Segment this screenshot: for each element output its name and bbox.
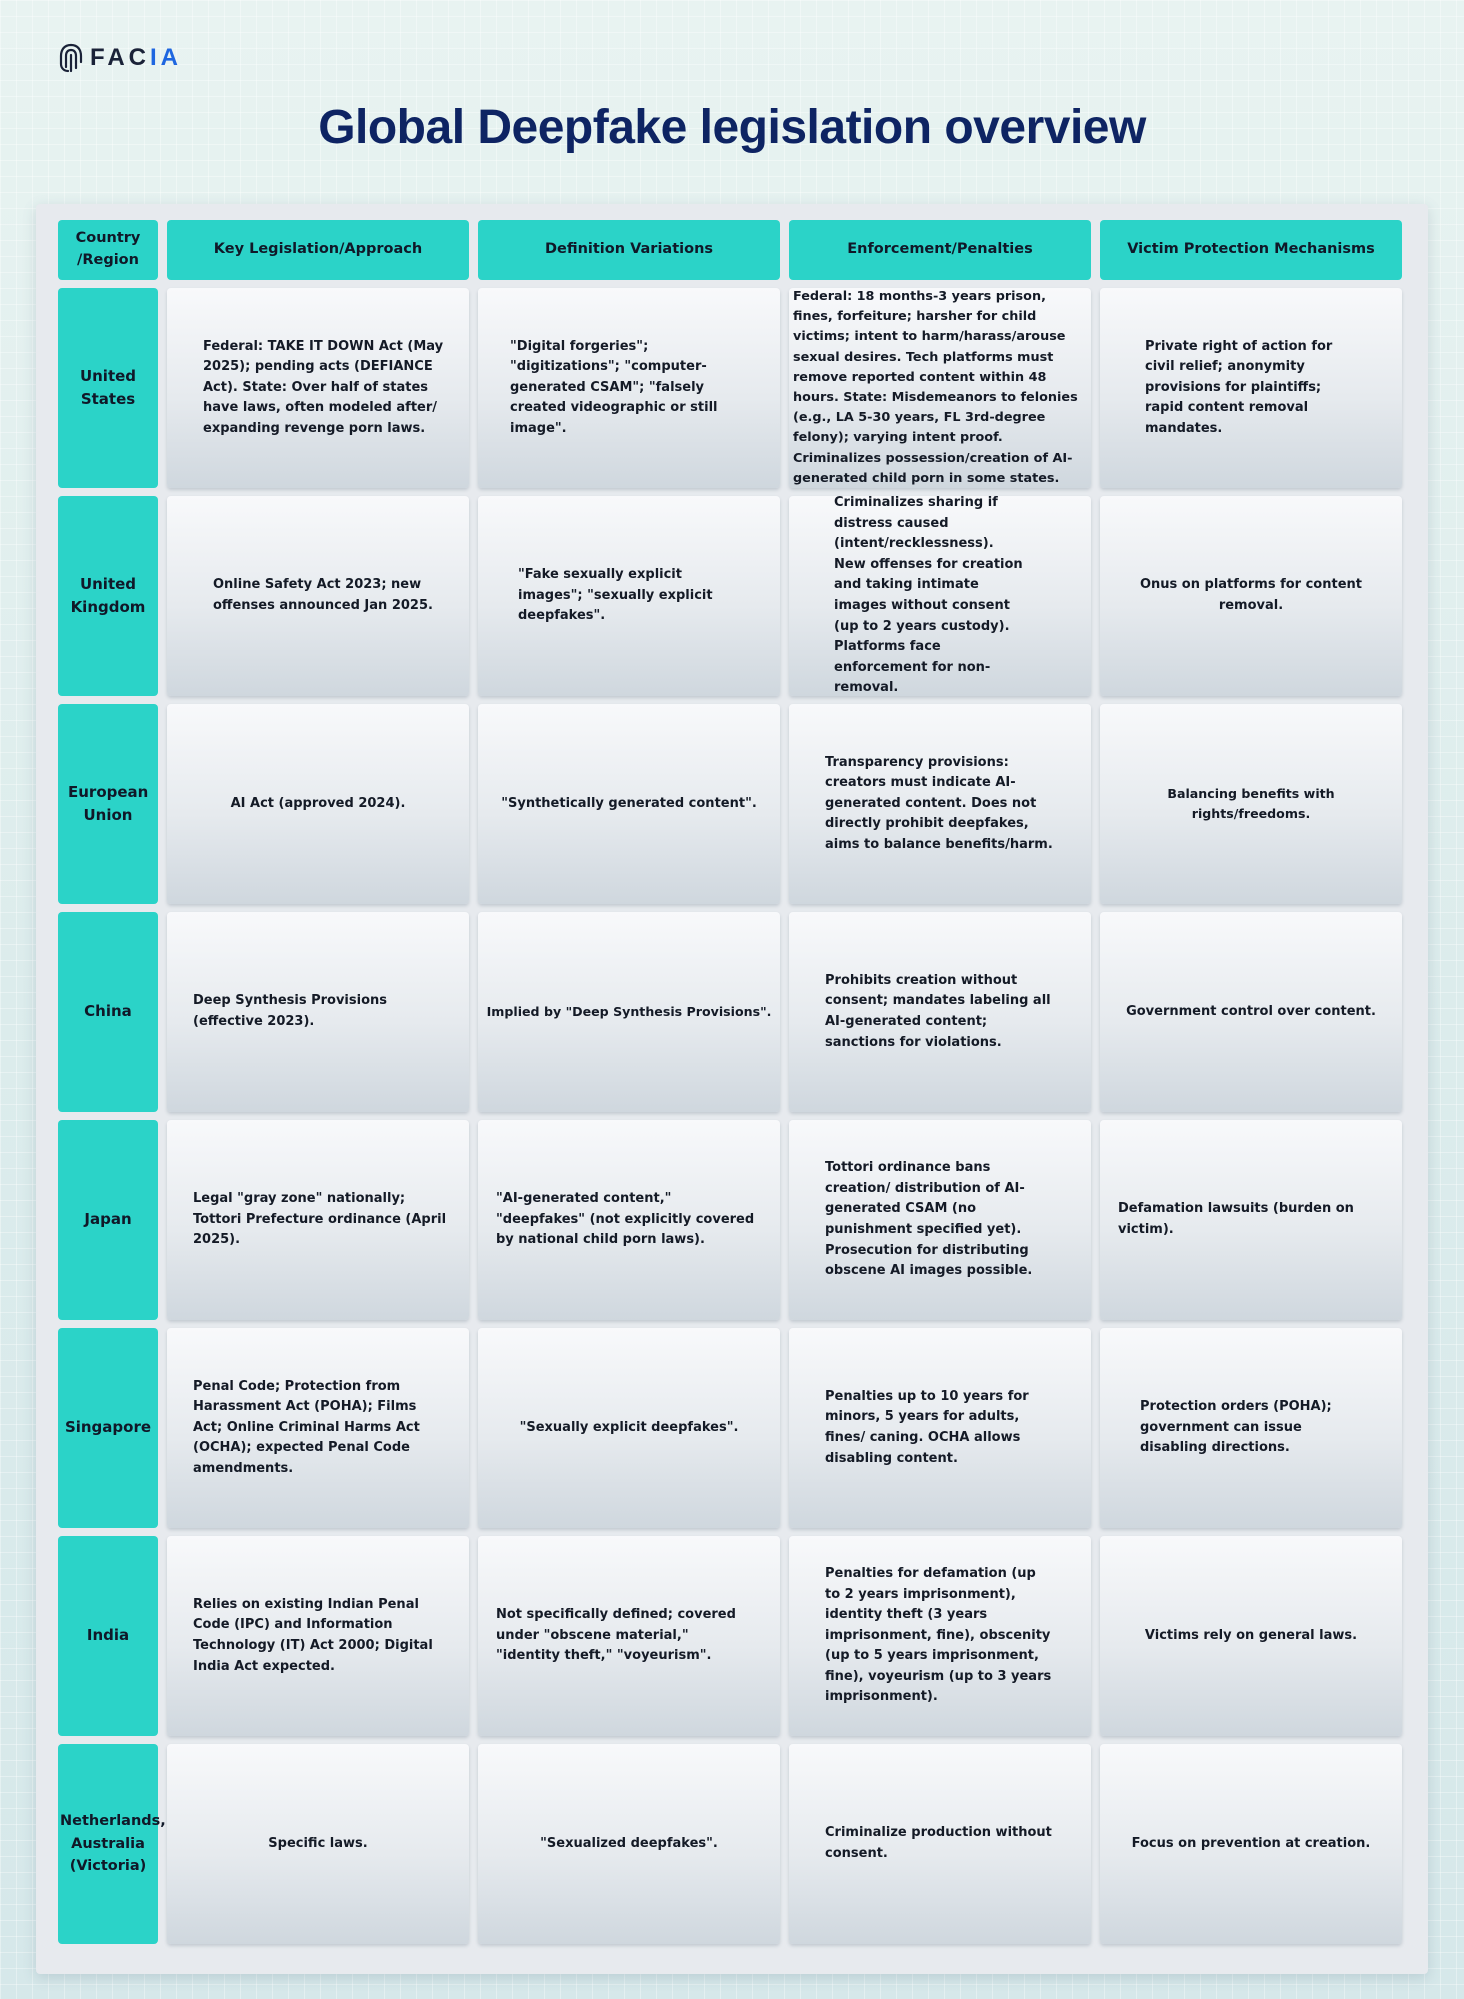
- protection-cell: Government control over content.: [1100, 912, 1402, 1112]
- header-enforcement: Enforcement/Penalties: [789, 220, 1091, 280]
- page-title: Global Deepfake legislation overview: [318, 101, 1146, 154]
- definitions-cell: "Sexualized deepfakes".: [478, 1744, 780, 1944]
- country-cell: United States: [58, 288, 158, 488]
- enforcement-cell: Criminalizes sharing if distress caused (intent/recklessness). New offenses for creation and taking intimate images without consent (up to 2 years custody). Platforms face enforcement for non-removal.: [789, 496, 1091, 696]
- legislation-cell: Federal: TAKE IT DOWN Act (May 2025); pending acts (DEFIANCE Act). State: Over half of states have laws, often modeled after/ expanding revenge porn laws.: [167, 288, 469, 488]
- legislation-table: [58, 220, 1402, 1944]
- definitions-cell: "AI-generated content," "deepfakes" (not explicitly covered by national child porn laws).: [478, 1120, 780, 1320]
- legislation-cell: Penal Code; Protection from Harassment Act (POHA); Films Act; Online Criminal Harms Act (OCHA); expected Penal Code amendments.: [167, 1328, 469, 1528]
- country-cell: Japan: [58, 1120, 158, 1320]
- protection-cell: Focus on prevention at creation.: [1100, 1744, 1402, 1944]
- enforcement-cell: Penalties for defamation (up to 2 years imprisonment), identity theft (3 years imprisonment, fine), obscenity (up to 5 years imprisonment, fine), voyeurism (up to 3 years imprisonment).: [789, 1536, 1091, 1736]
- header-definitions: Definition Variations: [478, 220, 780, 280]
- legislation-cell: Legal "gray zone" nationally; Tottori Prefecture ordinance (April 2025).: [167, 1120, 469, 1320]
- enforcement-cell: Tottori ordinance bans creation/ distribution of AI-generated CSAM (no punishment specified yet). Prosecution for distributing obscene AI images possible.: [789, 1120, 1091, 1320]
- legislation-cell: Deep Synthesis Provisions (effective 2023).: [167, 912, 469, 1112]
- country-cell: United Kingdom: [58, 496, 158, 696]
- header-protection: Victim Protection Mechanisms: [1100, 220, 1402, 280]
- protection-cell: Onus on platforms for content removal.: [1100, 496, 1402, 696]
- protection-cell: Balancing benefits with rights/freedoms.: [1100, 704, 1402, 904]
- table-panel: [36, 204, 1428, 1974]
- header-legislation: Key Legislation/Approach: [167, 220, 469, 280]
- country-cell: China: [58, 912, 158, 1112]
- legislation-cell: Online Safety Act 2023; new offenses announced Jan 2025.: [167, 496, 469, 696]
- definitions-cell: Not specifically defined; covered under "obscene material," "identity theft," "voyeurism".: [478, 1536, 780, 1736]
- fingerprint-icon: [58, 42, 84, 74]
- country-cell: India: [58, 1536, 158, 1736]
- legislation-cell: Specific laws.: [167, 1744, 469, 1944]
- country-cell: European Union: [58, 704, 158, 904]
- definitions-cell: "Sexually explicit deepfakes".: [478, 1328, 780, 1528]
- enforcement-cell: Penalties up to 10 years for minors, 5 years for adults, fines/ caning. OCHA allows disabling content.: [789, 1328, 1091, 1528]
- enforcement-cell: Federal: 18 months-3 years prison, fines, forfeiture; harsher for child victims; intent to harm/harass/arouse sexual desires. Tech platforms must remove reported content within 48 hours. State: Misdemeanors to felonies (e.g., LA 5-30 years, FL 3rd-degree felony); varying intent proof. Criminalizes possession/creation of AI-generated child porn in some states.: [789, 288, 1091, 488]
- enforcement-cell: Criminalize production without consent.: [789, 1744, 1091, 1944]
- definitions-cell: "Digital forgeries"; "digitizations"; "computer-generated CSAM"; "falsely created videographic or still image".: [478, 288, 780, 488]
- definitions-cell: Implied by "Deep Synthesis Provisions".: [478, 912, 780, 1112]
- protection-cell: Defamation lawsuits (burden on victim).: [1100, 1120, 1402, 1320]
- protection-cell: Private right of action for civil relief; anonymity provisions for plaintiffs; rapid content removal mandates.: [1100, 288, 1402, 488]
- protection-cell: Protection orders (POHA); government can issue disabling directions.: [1100, 1328, 1402, 1528]
- legislation-cell: Relies on existing Indian Penal Code (IPC) and Information Technology (IT) Act 2000; Digital India Act expected.: [167, 1536, 469, 1736]
- enforcement-cell: Prohibits creation without consent; mandates labeling all AI-generated content; sanctions for violations.: [789, 912, 1091, 1112]
- protection-cell: Victims rely on general laws.: [1100, 1536, 1402, 1736]
- definitions-cell: "Fake sexually explicit images"; "sexually explicit deepfakes".: [478, 496, 780, 696]
- logo-wordmark: FACIA: [90, 44, 182, 71]
- country-cell: Singapore: [58, 1328, 158, 1528]
- enforcement-cell: Transparency provisions: creators must indicate AI-generated content. Does not directly prohibit deepfakes, aims to balance benefits/harm.: [789, 704, 1091, 904]
- facia-logo: [58, 42, 182, 74]
- country-cell: Netherlands, Australia (Victoria): [58, 1744, 158, 1944]
- definitions-cell: "Synthetically generated content".: [478, 704, 780, 904]
- header-country: Country /Region: [58, 220, 158, 280]
- legislation-cell: AI Act (approved 2024).: [167, 704, 469, 904]
